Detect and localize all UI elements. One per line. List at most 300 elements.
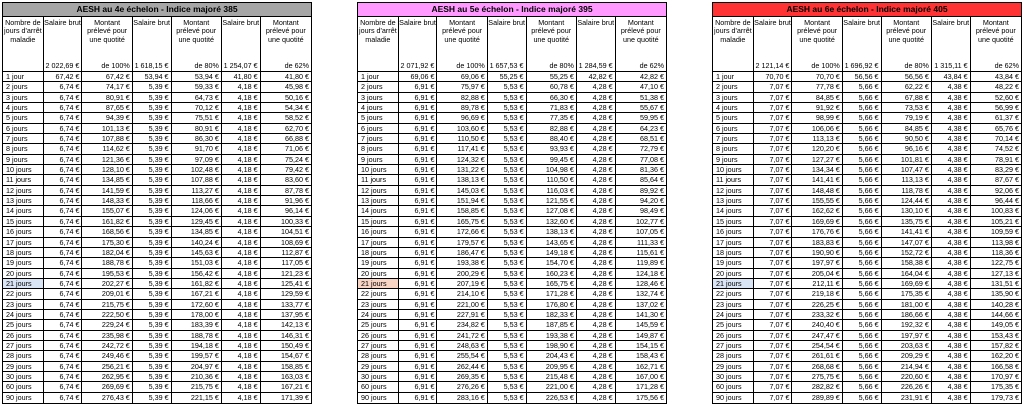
table-row [3,217,311,227]
table-row [713,175,1021,185]
montant-quotite-100-cell: 138,13 € [437,175,487,184]
montant-quotite-100-cell: 96,69 € [437,113,487,122]
days-cell: 1 jour [358,72,399,81]
montant-quotite-62-cell: 87,78 € [284,185,309,195]
days-cell: 7 jours [358,134,399,143]
salaire-brut-62-cell: 4,38 € [932,320,971,329]
montant-quotite-62-cell: 153,43 € [990,330,1019,340]
salaire-brut-100-cell: 6,91 € [399,82,438,91]
salaire-brut-62-cell: 4,38 € [932,279,971,288]
montant-quotite-62-cell: 83,29 € [994,165,1019,175]
days-cell: 3 jours [3,93,44,102]
montant-quotite-100-cell: 114,62 € [82,144,132,153]
salaire-brut-62-cell: 43,84 € [932,72,971,81]
montant-quotite-80-cell: 161,82 € [172,279,222,288]
salaire-brut-62-cell: 4,18 € [222,103,261,112]
salaire-brut-62-cell: 4,18 € [222,175,261,184]
days-cell: 12 jours [358,186,399,195]
days-cell: 9 jours [358,155,399,164]
salaire-brut-80-cell: 5,53 € [488,124,527,133]
salaire-brut-80-cell: 5,66 € [843,279,882,288]
montant-quotite-100-cell: 183,83 € [792,238,842,247]
header-montant-quotite-62 [261,17,311,71]
salaire-brut-62-cell: 4,18 € [222,196,261,205]
montant-quotite-100-cell: 248,63 € [437,341,487,350]
days-cell: 7 jours [3,134,44,143]
salaire-brut-80-cell: 53,94 € [133,72,172,81]
montant-quotite-80-cell: 129,45 € [172,217,222,226]
salaire-brut-100-cell: 70,70 € [754,72,793,81]
days-cell: 4 jours [3,103,44,112]
montant-quotite-62-cell: 102,77 € [635,216,664,226]
salaire-brut-62-cell: 42,82 € [577,72,616,81]
salaire-brut-80-cell: 5,39 € [133,206,172,215]
salaire-brut-62-cell: 4,38 € [932,238,971,247]
salaire-brut-62-cell: 4,18 € [222,362,261,371]
days-cell: 16 jours [358,227,399,236]
salaire-brut-80-cell: 5,53 € [488,165,527,174]
montant-quotite-80-cell: 124,06 € [172,206,222,215]
salaire-brut-62-cell: 4,18 € [222,393,261,403]
montant-quotite-80-cell: 203,63 € [882,341,932,350]
montant-quotite-62-cell: 137,02 € [635,299,664,309]
salaire-brut-80-cell: 5,39 € [133,362,172,371]
montant-quotite-100-cell: 101,13 € [82,124,132,133]
days-cell: 2 jours [3,82,44,91]
montant-quotite-62-cell: 170,97 € [990,371,1019,381]
salaire-brut-62-cell: 4,38 € [932,103,971,112]
salaire-brut-80-cell: 5,66 € [843,269,882,278]
table-row [3,186,311,196]
days-cell: 24 jours [713,310,754,319]
salaire-brut-62-cell: 4,28 € [577,372,616,381]
salaire-brut-80-cell: 5,53 € [488,155,527,164]
salaire-brut-100-cell: 6,74 € [44,227,83,236]
table-row [713,362,1021,372]
salaire-brut-62-cell: 4,38 € [932,227,971,236]
salary-table-echelon-4 [2,2,312,404]
salaire-brut-62-cell: 4,28 € [577,186,616,195]
salaire-brut-80-cell: 5,66 € [843,227,882,236]
montant-quotite-62-cell: 133,77 € [280,299,309,309]
montant-quotite-100-cell: 127,27 € [792,155,842,164]
montant-quotite-80-cell: 121,55 € [527,196,577,205]
montant-quotite-80-cell: 175,35 € [882,289,932,298]
montant-quotite-100-cell: 209,01 € [82,289,132,298]
salaire-brut-80-cell: 5,66 € [843,289,882,298]
header-salaire-brut-100 [754,17,793,71]
montant-quotite-80-cell: 209,29 € [882,351,932,360]
salaire-brut-100-cell: 6,91 € [399,393,438,403]
days-cell: 27 jours [358,341,399,350]
montant-quotite-62-cell: 75,24 € [284,154,309,164]
table-row [713,217,1021,227]
montant-quotite-62-cell: 127,13 € [990,268,1019,278]
montant-quotite-100-cell: 103,60 € [437,124,487,133]
salaire-brut-80-cell: 5,39 € [133,186,172,195]
montant-quotite-62-cell: 45,98 € [284,82,309,92]
table-row [358,289,666,299]
montant-quotite-80-cell: 77,35 € [527,113,577,122]
header-sub-value: 1 315,11 € [934,60,968,70]
days-cell: 28 jours [3,351,44,360]
montant-quotite-62-cell: 42,82 € [639,72,664,81]
montant-quotite-100-cell: 282,82 € [792,382,842,391]
table-row [3,382,311,392]
table-row [358,372,666,382]
montant-quotite-62-cell: 179,73 € [990,392,1019,402]
header-label: Salaire brut [44,18,81,27]
salaire-brut-100-cell: 6,91 € [399,372,438,381]
table-row [3,113,311,123]
montant-quotite-80-cell: 187,85 € [527,320,577,329]
salaire-brut-62-cell: 4,18 € [222,289,261,298]
salaire-brut-100-cell: 69,06 € [399,72,438,81]
table-row [358,258,666,268]
salaire-brut-80-cell: 5,39 € [133,238,172,247]
salaire-brut-80-cell: 5,66 € [843,351,882,360]
salaire-brut-100-cell: 6,91 € [399,165,438,174]
salaire-brut-62-cell: 4,38 € [932,393,971,403]
montant-quotite-62-cell: 119,89 € [636,258,664,268]
days-cell: 90 jours [358,393,399,403]
montant-quotite-62-cell: 77,08 € [639,154,664,164]
header-sub-value: 1 657,53 € [489,60,524,70]
salaire-brut-62-cell: 4,18 € [222,331,261,340]
salaire-brut-80-cell: 5,53 € [488,82,527,91]
days-cell: 19 jours [358,258,399,267]
salaire-brut-62-cell: 4,18 € [222,269,261,278]
salaire-brut-62-cell: 4,18 € [222,341,261,350]
table-row [713,341,1021,351]
salaire-brut-62-cell: 4,28 € [577,103,616,112]
table-row [3,393,311,403]
salaire-brut-62-cell: 4,18 € [222,124,261,133]
header-label: Montant prélevé pour une quotité [87,18,128,44]
montant-quotite-100-cell: 190,90 € [792,248,842,257]
table-row [358,382,666,392]
header-row [713,17,1021,72]
montant-quotite-80-cell: 194,18 € [172,341,222,350]
montant-quotite-100-cell: 155,07 € [82,206,132,215]
salaire-brut-80-cell: 5,53 € [488,310,527,319]
salaire-brut-80-cell: 5,53 € [488,93,527,102]
montant-quotite-80-cell: 140,24 € [172,238,222,247]
montant-quotite-80-cell: 79,19 € [882,113,932,122]
table-row [3,93,311,103]
days-cell: 21 jours [713,279,754,288]
table-row [713,113,1021,123]
montant-quotite-80-cell: 104,98 € [527,165,577,174]
days-cell: 16 jours [3,227,44,236]
montant-quotite-80-cell: 143,65 € [527,238,577,247]
header-label: Montant prélevé pour une quotité [265,18,306,44]
table-row [3,269,311,279]
montant-quotite-100-cell: 117,41 € [437,144,487,153]
salaire-brut-80-cell: 5,66 € [843,103,882,112]
salaire-brut-80-cell: 5,53 € [488,196,527,205]
days-cell: 10 jours [713,165,754,174]
header-label: Montant prélevé pour une quotité [176,18,217,44]
salaire-brut-80-cell: 5,66 € [843,124,882,133]
montant-quotite-62-cell: 166,58 € [990,361,1019,371]
salaire-brut-100-cell: 6,91 € [399,196,438,205]
salaire-brut-80-cell: 5,53 € [488,320,527,329]
header-label: Salaire brut [843,18,881,27]
salaire-brut-100-cell: 6,74 € [44,393,83,403]
salaire-brut-62-cell: 4,18 € [222,93,261,102]
montant-quotite-62-cell: 47,10 € [639,82,664,92]
days-cell: 5 jours [713,113,754,122]
salaire-brut-80-cell: 5,39 € [133,82,172,91]
table-row [358,238,666,248]
montant-quotite-100-cell: 221,00 € [437,300,487,309]
salaire-brut-100-cell: 6,91 € [399,289,438,298]
salaire-brut-62-cell: 4,38 € [932,196,971,205]
montant-quotite-62-cell: 92,06 € [994,185,1019,195]
salaire-brut-100-cell: 6,74 € [44,124,83,133]
salaire-brut-100-cell: 6,74 € [44,103,83,112]
montant-quotite-80-cell: 160,23 € [527,269,577,278]
salaire-brut-62-cell: 4,28 € [577,320,616,329]
montant-quotite-62-cell: 65,76 € [994,123,1019,133]
montant-quotite-80-cell: 107,88 € [172,175,222,184]
salaire-brut-100-cell: 6,91 € [399,248,438,257]
salaire-brut-62-cell: 4,18 € [222,248,261,257]
table-row [3,320,311,330]
montant-quotite-80-cell: 178,00 € [172,310,222,319]
days-cell: 25 jours [3,320,44,329]
table-row [358,320,666,330]
salaire-brut-62-cell: 4,28 € [577,206,616,215]
salaire-brut-62-cell: 4,28 € [577,393,616,403]
salaire-brut-80-cell: 5,39 € [133,351,172,360]
montant-quotite-62-cell: 157,82 € [990,340,1019,350]
table-row [713,289,1021,299]
salaire-brut-80-cell: 5,39 € [133,372,172,381]
montant-quotite-80-cell: 192,32 € [882,320,932,329]
salaire-brut-80-cell: 5,53 € [488,289,527,298]
montant-quotite-80-cell: 88,40 € [527,134,577,143]
salaire-brut-100-cell: 6,74 € [44,238,83,247]
montant-quotite-80-cell: 71,83 € [527,103,577,112]
montant-quotite-80-cell: 149,18 € [527,248,577,257]
salaire-brut-80-cell: 5,66 € [843,248,882,257]
table-row [3,134,311,144]
salaire-brut-62-cell: 4,18 € [222,238,261,247]
montant-quotite-62-cell: 149,05 € [990,320,1019,330]
montant-quotite-100-cell: 82,88 € [437,93,487,102]
days-cell: 2 jours [713,82,754,91]
montant-quotite-80-cell: 172,60 € [172,300,222,309]
salaire-brut-80-cell: 5,53 € [488,227,527,236]
days-cell: 20 jours [358,269,399,278]
montant-quotite-100-cell: 179,57 € [437,238,487,247]
montant-quotite-100-cell: 247,47 € [792,331,842,340]
montant-quotite-100-cell: 276,43 € [82,393,132,403]
days-cell: 20 jours [713,269,754,278]
table-row [358,155,666,165]
salaire-brut-62-cell: 4,38 € [932,134,971,143]
montant-quotite-62-cell: 89,92 € [639,185,664,195]
header-days-cell [713,17,754,71]
days-cell: 4 jours [358,103,399,112]
days-cell: 10 jours [358,165,399,174]
salaire-brut-80-cell: 5,66 € [843,175,882,184]
montant-quotite-80-cell: 183,39 € [172,320,222,329]
salaire-brut-62-cell: 4,28 € [577,341,616,350]
salaire-brut-80-cell: 5,53 € [488,238,527,247]
montant-quotite-100-cell: 172,66 € [437,227,487,236]
table-row [3,341,311,351]
days-cell: 90 jours [713,393,754,403]
salaire-brut-100-cell: 6,91 € [399,186,438,195]
salaire-brut-100-cell: 7,07 € [754,82,793,91]
montant-quotite-80-cell: 66,30 € [527,93,577,102]
montant-quotite-62-cell: 124,18 € [635,268,664,278]
montant-quotite-80-cell: 64,73 € [172,93,222,102]
salaire-brut-100-cell: 6,91 € [399,331,438,340]
salaire-brut-80-cell: 5,66 € [843,331,882,340]
montant-quotite-80-cell: 181,00 € [882,300,932,309]
salaire-brut-80-cell: 5,39 € [133,341,172,350]
table-row [3,310,311,320]
salaire-brut-80-cell: 5,66 € [843,93,882,102]
salaire-brut-62-cell: 4,38 € [932,331,971,340]
header-label: Montant prélevé pour une quotité [442,18,483,44]
salaire-brut-100-cell: 6,91 € [399,258,438,267]
days-cell: 15 jours [358,217,399,226]
montant-quotite-80-cell: 118,78 € [882,186,932,195]
days-cell: 5 jours [358,113,399,122]
montant-quotite-80-cell: 130,10 € [882,206,932,215]
salaire-brut-62-cell: 4,18 € [222,258,261,267]
table-row [358,196,666,206]
days-cell: 25 jours [358,320,399,329]
salaire-brut-80-cell: 5,66 € [843,82,882,91]
montant-quotite-100-cell: 188,78 € [82,258,132,267]
montant-quotite-62-cell: 85,64 € [639,175,664,185]
salaire-brut-62-cell: 4,18 € [222,382,261,391]
montant-quotite-80-cell: 86,30 € [172,134,222,143]
salaire-brut-100-cell: 6,74 € [44,300,83,309]
montant-quotite-80-cell: 62,22 € [882,82,932,91]
montant-quotite-80-cell: 110,50 € [527,175,577,184]
montant-quotite-100-cell: 186,47 € [437,248,487,257]
days-cell: 3 jours [358,93,399,102]
table-row [3,331,311,341]
montant-quotite-80-cell: 158,38 € [882,258,932,267]
salaire-brut-62-cell: 4,18 € [222,310,261,319]
montant-quotite-62-cell: 175,35 € [990,382,1019,392]
montant-quotite-80-cell: 204,43 € [527,351,577,360]
salaire-brut-80-cell: 5,39 € [133,310,172,319]
days-cell: 2 jours [358,82,399,91]
table-row [713,103,1021,113]
salaire-brut-100-cell: 6,74 € [44,310,83,319]
salaire-brut-100-cell: 6,74 € [44,248,83,257]
salaire-brut-100-cell: 6,91 € [399,155,438,164]
header-sub-value: de 80% [549,60,574,70]
days-cell: 24 jours [358,310,399,319]
header-label: Montant prélevé pour une quotité [975,18,1016,44]
montant-quotite-100-cell: 161,82 € [82,217,132,226]
salaire-brut-62-cell: 4,38 € [932,351,971,360]
table-row [713,93,1021,103]
salaire-brut-100-cell: 6,91 € [399,227,438,236]
montant-quotite-80-cell: 67,88 € [882,93,932,102]
salaire-brut-100-cell: 7,07 € [754,258,793,267]
montant-quotite-62-cell: 175,56 € [635,392,664,402]
salaire-brut-62-cell: 4,18 € [222,134,261,143]
montant-quotite-80-cell: 93,93 € [527,144,577,153]
table-row [713,248,1021,258]
salaire-brut-100-cell: 6,91 € [399,93,438,102]
montant-quotite-80-cell: 171,28 € [527,289,577,298]
montant-quotite-80-cell: 145,63 € [172,248,222,257]
table-row [3,103,311,113]
montant-quotite-62-cell: 113,98 € [991,237,1019,247]
table-title: AESH au 6e échelon - Indice majoré 405 [713,3,1021,17]
montant-quotite-80-cell: 226,53 € [527,393,577,403]
montant-quotite-62-cell: 43,84 € [994,72,1019,81]
montant-quotite-80-cell: 107,47 € [882,165,932,174]
salaire-brut-80-cell: 5,39 € [133,269,172,278]
salaire-brut-100-cell: 6,91 € [399,124,438,133]
salaire-brut-62-cell: 41,80 € [222,72,261,81]
montant-quotite-62-cell: 112,87 € [281,247,309,257]
salaire-brut-100-cell: 7,07 € [754,93,793,102]
salaire-brut-62-cell: 4,18 € [222,113,261,122]
header-label: Montant prélevé pour une quotité [531,18,572,44]
header-sub-value: de 80% [194,60,219,70]
montant-quotite-80-cell: 176,80 € [527,300,577,309]
montant-quotite-80-cell: 59,33 € [172,82,222,91]
montant-quotite-80-cell: 127,08 € [527,206,577,215]
montant-quotite-80-cell: 165,75 € [527,279,577,288]
salaire-brut-62-cell: 4,28 € [577,113,616,122]
salaire-brut-62-cell: 4,28 € [577,155,616,164]
montant-quotite-80-cell: 197,97 € [882,331,932,340]
montant-quotite-100-cell: 110,50 € [437,134,487,143]
montant-quotite-62-cell: 81,36 € [639,165,664,175]
montant-quotite-80-cell: 221,15 € [172,393,222,403]
salaire-brut-80-cell: 5,39 € [133,155,172,164]
table-row [713,206,1021,216]
salaire-brut-100-cell: 7,07 € [754,196,793,205]
salaire-brut-62-cell: 4,18 € [222,372,261,381]
montant-quotite-62-cell: 51,38 € [639,92,664,102]
salaire-brut-62-cell: 4,38 € [932,93,971,102]
salaire-brut-80-cell: 5,66 € [843,144,882,153]
salaire-brut-62-cell: 4,28 € [577,300,616,309]
montant-quotite-62-cell: 94,20 € [639,196,664,206]
montant-quotite-62-cell: 54,34 € [284,103,309,113]
days-cell: 11 jours [358,175,399,184]
montant-quotite-100-cell: 148,33 € [82,196,132,205]
salaire-brut-100-cell: 6,74 € [44,206,83,215]
table-title: AESH au 4e échelon - Indice majoré 385 [3,3,311,17]
montant-quotite-80-cell: 215,75 € [172,382,222,391]
table-row [358,351,666,361]
montant-quotite-100-cell: 193,38 € [437,258,487,267]
salaire-brut-62-cell: 4,28 € [577,165,616,174]
header-label: Montant prélevé pour une quotité [886,18,927,44]
montant-quotite-80-cell: 164,04 € [882,269,932,278]
header-sub-value: 1 254,07 € [223,60,258,70]
header-label: Salaire brut [754,18,791,27]
montant-quotite-100-cell: 212,11 € [792,279,842,288]
